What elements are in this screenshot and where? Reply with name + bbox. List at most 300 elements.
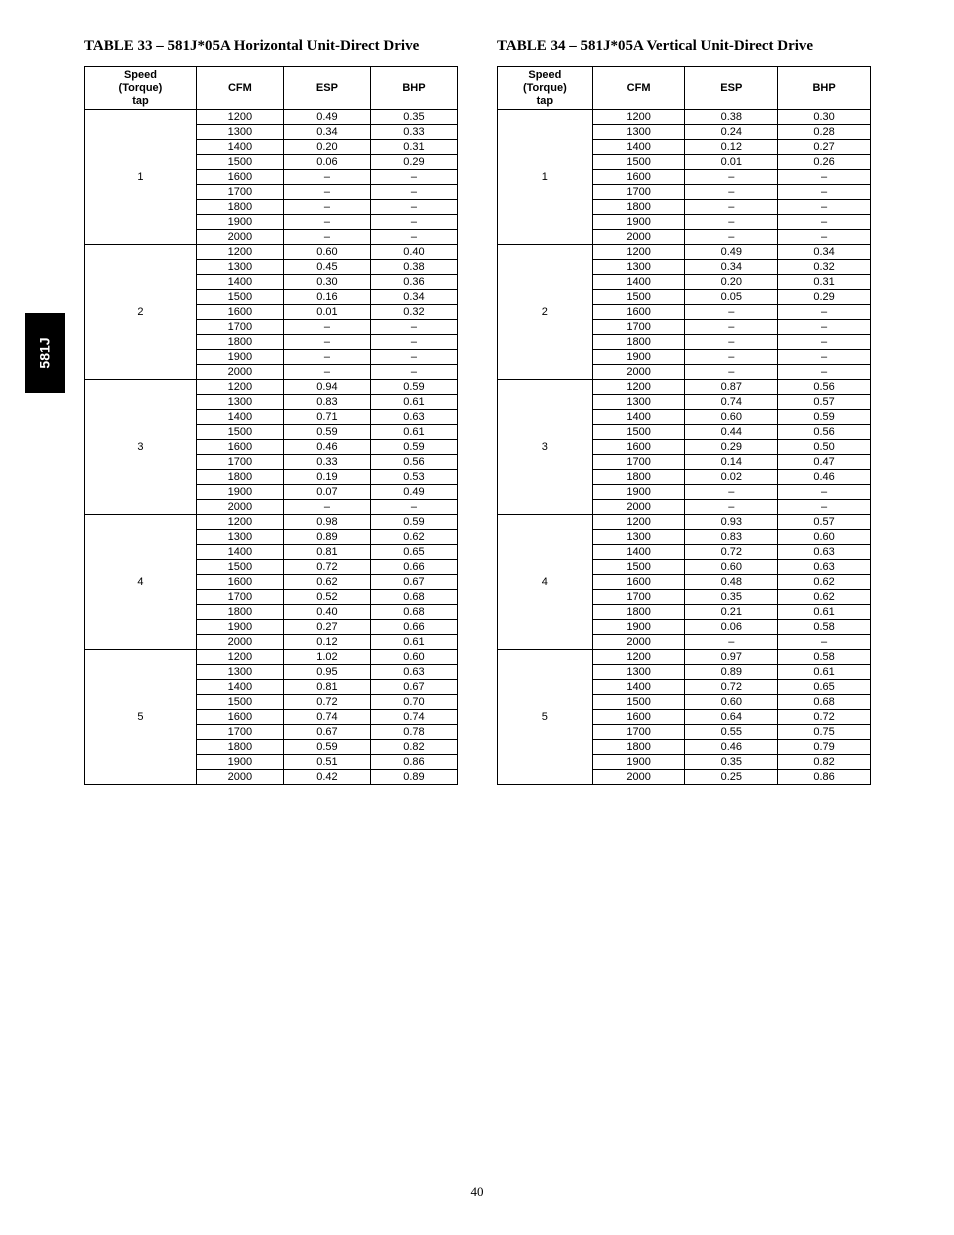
esp-cell: 0.12	[685, 140, 778, 155]
bhp-cell: 0.46	[778, 470, 871, 485]
cfm-cell: 1500	[196, 425, 283, 440]
header-speed-tap: Speed (Torque) tap	[498, 67, 593, 110]
bhp-cell: –	[370, 170, 457, 185]
bhp-cell: –	[778, 350, 871, 365]
cfm-cell: 1300	[196, 260, 283, 275]
esp-cell: –	[685, 485, 778, 500]
esp-cell: 0.60	[283, 245, 370, 260]
bhp-cell: 0.31	[370, 140, 457, 155]
bhp-cell: –	[370, 500, 457, 515]
cfm-cell: 1300	[592, 530, 685, 545]
esp-cell: 0.42	[283, 770, 370, 785]
esp-cell: 0.38	[685, 110, 778, 125]
cfm-cell: 1400	[592, 275, 685, 290]
bhp-cell: 0.62	[370, 530, 457, 545]
cfm-cell: 1200	[196, 380, 283, 395]
cfm-cell: 1900	[196, 215, 283, 230]
cfm-cell: 1800	[196, 335, 283, 350]
cfm-cell: 1900	[592, 485, 685, 500]
bhp-cell: 0.67	[370, 680, 457, 695]
cfm-cell: 1400	[196, 545, 283, 560]
esp-cell: –	[685, 200, 778, 215]
esp-cell: –	[283, 215, 370, 230]
esp-cell: 0.06	[685, 620, 778, 635]
esp-cell: 0.12	[283, 635, 370, 650]
cfm-cell: 1500	[196, 155, 283, 170]
speed-tap-cell: 5	[498, 650, 593, 785]
bhp-cell: –	[778, 365, 871, 380]
table-33-title: TABLE 33 – 581J*05A Horizontal Unit‑Direct Drive	[84, 38, 420, 54]
esp-cell: 0.97	[685, 650, 778, 665]
cfm-cell: 1700	[592, 320, 685, 335]
bhp-cell: –	[778, 170, 871, 185]
cfm-cell: 1800	[592, 335, 685, 350]
esp-cell: 0.49	[685, 245, 778, 260]
cfm-cell: 1200	[592, 515, 685, 530]
cfm-cell: 1300	[592, 260, 685, 275]
esp-cell: 0.94	[283, 380, 370, 395]
bhp-cell: –	[778, 215, 871, 230]
bhp-cell: 0.47	[778, 455, 871, 470]
esp-cell: –	[685, 170, 778, 185]
bhp-cell: –	[370, 320, 457, 335]
esp-cell: 0.60	[685, 560, 778, 575]
header-cfm: CFM	[196, 67, 283, 110]
table-34	[497, 66, 871, 785]
cfm-cell: 2000	[196, 635, 283, 650]
table-34-title: TABLE 34 – 581J*05A Vertical Unit‑Direct Drive	[497, 38, 814, 54]
bhp-cell: 0.32	[370, 305, 457, 320]
bhp-cell: –	[370, 335, 457, 350]
speed-tap-cell: 2	[85, 245, 197, 380]
bhp-cell: 0.78	[370, 725, 457, 740]
esp-cell: 0.29	[685, 440, 778, 455]
cfm-cell: 1700	[592, 725, 685, 740]
bhp-cell: –	[778, 335, 871, 350]
esp-cell: –	[685, 335, 778, 350]
page-number: 40	[470, 1184, 484, 1199]
esp-cell: 0.19	[283, 470, 370, 485]
cfm-cell: 1600	[196, 440, 283, 455]
cfm-cell: 1400	[196, 275, 283, 290]
bhp-cell: 0.38	[370, 260, 457, 275]
cfm-cell: 1700	[196, 590, 283, 605]
esp-cell: 0.52	[283, 590, 370, 605]
esp-cell: –	[685, 365, 778, 380]
bhp-cell: 0.30	[778, 110, 871, 125]
cfm-cell: 1600	[196, 170, 283, 185]
esp-cell: –	[283, 500, 370, 515]
cfm-cell: 1800	[196, 200, 283, 215]
bhp-cell: 0.82	[778, 755, 871, 770]
bhp-cell: –	[370, 365, 457, 380]
cfm-cell: 1800	[592, 740, 685, 755]
cfm-cell: 1300	[196, 395, 283, 410]
bhp-cell: 0.57	[778, 515, 871, 530]
esp-cell: 0.81	[283, 545, 370, 560]
table-header-row	[498, 67, 871, 110]
cfm-cell: 1800	[592, 200, 685, 215]
cfm-cell: 1500	[592, 290, 685, 305]
esp-cell: –	[283, 335, 370, 350]
esp-cell: 0.72	[685, 680, 778, 695]
cfm-cell: 1500	[592, 560, 685, 575]
bhp-cell: 0.34	[778, 245, 871, 260]
table-34-block	[497, 36, 871, 785]
cfm-cell: 1400	[592, 680, 685, 695]
bhp-cell: 0.56	[778, 425, 871, 440]
esp-cell: 0.74	[283, 710, 370, 725]
bhp-cell: 0.62	[778, 575, 871, 590]
section-tab	[25, 313, 65, 393]
esp-cell: –	[283, 170, 370, 185]
bhp-cell: 0.33	[370, 125, 457, 140]
table-33	[84, 66, 458, 785]
esp-cell: 0.89	[283, 530, 370, 545]
esp-cell: –	[685, 185, 778, 200]
cfm-cell: 2000	[592, 500, 685, 515]
esp-cell: –	[283, 185, 370, 200]
bhp-cell: 0.35	[370, 110, 457, 125]
bhp-cell: 0.63	[370, 665, 457, 680]
bhp-cell: 0.59	[370, 380, 457, 395]
cfm-cell: 2000	[592, 230, 685, 245]
esp-cell: 0.21	[685, 605, 778, 620]
bhp-cell: 0.50	[778, 440, 871, 455]
bhp-cell: 0.58	[778, 620, 871, 635]
cfm-cell: 1200	[592, 650, 685, 665]
esp-cell: –	[685, 305, 778, 320]
cfm-cell: 1300	[196, 530, 283, 545]
cfm-cell: 1800	[592, 470, 685, 485]
table-header-row	[85, 67, 458, 110]
bhp-cell: 0.57	[778, 395, 871, 410]
bhp-cell: 0.61	[370, 635, 457, 650]
bhp-cell: –	[370, 350, 457, 365]
esp-cell: 0.95	[283, 665, 370, 680]
esp-cell: 0.34	[685, 260, 778, 275]
cfm-cell: 1200	[592, 245, 685, 260]
esp-cell: 0.02	[685, 470, 778, 485]
bhp-cell: –	[778, 485, 871, 500]
cfm-cell: 1700	[196, 185, 283, 200]
bhp-cell: –	[778, 305, 871, 320]
esp-cell: 0.72	[283, 560, 370, 575]
cfm-cell: 1800	[196, 470, 283, 485]
bhp-cell: 0.79	[778, 740, 871, 755]
esp-cell: 0.71	[283, 410, 370, 425]
bhp-cell: 0.59	[370, 515, 457, 530]
bhp-cell: 0.56	[778, 380, 871, 395]
cfm-cell: 2000	[196, 500, 283, 515]
esp-cell: 1.02	[283, 650, 370, 665]
bhp-cell: –	[778, 635, 871, 650]
header-cfm: CFM	[592, 67, 685, 110]
speed-tap-cell: 3	[498, 380, 593, 515]
cfm-cell: 1200	[592, 380, 685, 395]
esp-cell: –	[283, 350, 370, 365]
cfm-cell: 1300	[592, 395, 685, 410]
esp-cell: 0.89	[685, 665, 778, 680]
bhp-cell: 0.89	[370, 770, 457, 785]
bhp-cell: 0.31	[778, 275, 871, 290]
bhp-cell: 0.49	[370, 485, 457, 500]
bhp-cell: 0.59	[778, 410, 871, 425]
bhp-cell: 0.68	[370, 590, 457, 605]
bhp-cell: 0.66	[370, 620, 457, 635]
esp-cell: 0.46	[283, 440, 370, 455]
esp-cell: 0.33	[283, 455, 370, 470]
speed-tap-cell: 1	[498, 110, 593, 245]
esp-cell: –	[283, 320, 370, 335]
table-33-block	[84, 36, 458, 785]
bhp-cell: –	[778, 200, 871, 215]
bhp-cell: 0.40	[370, 245, 457, 260]
cfm-cell: 1200	[592, 110, 685, 125]
esp-cell: 0.93	[685, 515, 778, 530]
bhp-cell: –	[778, 230, 871, 245]
cfm-cell: 1300	[196, 665, 283, 680]
bhp-cell: 0.63	[778, 560, 871, 575]
bhp-cell: 0.67	[370, 575, 457, 590]
bhp-cell: 0.61	[370, 395, 457, 410]
esp-cell: 0.34	[283, 125, 370, 140]
esp-cell: 0.24	[685, 125, 778, 140]
bhp-cell: 0.61	[778, 605, 871, 620]
bhp-cell: 0.66	[370, 560, 457, 575]
bhp-cell: 0.86	[778, 770, 871, 785]
speed-tap-cell: 1	[85, 110, 197, 245]
table-row	[85, 380, 458, 395]
esp-cell: 0.01	[685, 155, 778, 170]
bhp-cell: 0.82	[370, 740, 457, 755]
bhp-cell: 0.59	[370, 440, 457, 455]
bhp-cell: 0.34	[370, 290, 457, 305]
cfm-cell: 1200	[196, 245, 283, 260]
cfm-cell: 1800	[196, 605, 283, 620]
cfm-cell: 2000	[592, 365, 685, 380]
esp-cell: –	[685, 350, 778, 365]
esp-cell: 0.51	[283, 755, 370, 770]
esp-cell: 0.06	[283, 155, 370, 170]
esp-cell: 0.59	[283, 740, 370, 755]
bhp-cell: 0.29	[778, 290, 871, 305]
bhp-cell: 0.63	[778, 545, 871, 560]
bhp-cell: –	[370, 230, 457, 245]
cfm-cell: 1900	[196, 350, 283, 365]
table-row	[498, 380, 871, 395]
bhp-cell: 0.60	[370, 650, 457, 665]
cfm-cell: 1500	[196, 560, 283, 575]
bhp-cell: 0.56	[370, 455, 457, 470]
cfm-cell: 2000	[196, 230, 283, 245]
esp-cell: –	[283, 365, 370, 380]
esp-cell: 0.01	[283, 305, 370, 320]
esp-cell: 0.74	[685, 395, 778, 410]
cfm-cell: 1800	[592, 605, 685, 620]
cfm-cell: 1600	[196, 305, 283, 320]
esp-cell: 0.40	[283, 605, 370, 620]
bhp-cell: 0.65	[370, 545, 457, 560]
esp-cell: 0.60	[685, 410, 778, 425]
bhp-cell: 0.61	[778, 665, 871, 680]
cfm-cell: 1600	[592, 440, 685, 455]
esp-cell: 0.20	[685, 275, 778, 290]
esp-cell: –	[283, 200, 370, 215]
esp-cell: 0.46	[685, 740, 778, 755]
cfm-cell: 1800	[196, 740, 283, 755]
cfm-cell: 2000	[592, 770, 685, 785]
esp-cell: 0.27	[283, 620, 370, 635]
esp-cell: 0.81	[283, 680, 370, 695]
esp-cell: 0.83	[685, 530, 778, 545]
esp-cell: 0.07	[283, 485, 370, 500]
bhp-cell: 0.63	[370, 410, 457, 425]
bhp-cell: –	[778, 185, 871, 200]
cfm-cell: 2000	[592, 635, 685, 650]
header-esp: ESP	[283, 67, 370, 110]
cfm-cell: 1400	[592, 410, 685, 425]
cfm-cell: 1400	[196, 680, 283, 695]
cfm-cell: 1200	[196, 650, 283, 665]
speed-tap-cell: 5	[85, 650, 197, 785]
header-bhp: BHP	[778, 67, 871, 110]
cfm-cell: 1700	[592, 455, 685, 470]
cfm-cell: 1300	[592, 125, 685, 140]
bhp-cell: 0.27	[778, 140, 871, 155]
cfm-cell: 1700	[592, 590, 685, 605]
esp-cell: –	[283, 230, 370, 245]
header-bhp: BHP	[370, 67, 457, 110]
speed-tap-cell: 3	[85, 380, 197, 515]
esp-cell: –	[685, 635, 778, 650]
cfm-cell: 1600	[196, 710, 283, 725]
bhp-cell: 0.68	[778, 695, 871, 710]
cfm-cell: 1500	[592, 155, 685, 170]
section-tab-label: 581J	[37, 337, 53, 369]
table-row	[498, 110, 871, 125]
esp-cell: 0.35	[685, 755, 778, 770]
table-row	[498, 515, 871, 530]
bhp-cell: 0.65	[778, 680, 871, 695]
esp-cell: 0.49	[283, 110, 370, 125]
cfm-cell: 1900	[196, 755, 283, 770]
bhp-cell: –	[778, 500, 871, 515]
esp-cell: 0.64	[685, 710, 778, 725]
bhp-cell: 0.28	[778, 125, 871, 140]
cfm-cell: 1600	[592, 170, 685, 185]
esp-cell: 0.98	[283, 515, 370, 530]
table-row	[85, 245, 458, 260]
cfm-cell: 1900	[592, 350, 685, 365]
esp-cell: 0.72	[685, 545, 778, 560]
cfm-cell: 1400	[196, 410, 283, 425]
cfm-cell: 1700	[196, 455, 283, 470]
bhp-cell: 0.26	[778, 155, 871, 170]
esp-cell: 0.35	[685, 590, 778, 605]
cfm-cell: 1500	[592, 695, 685, 710]
cfm-cell: 1500	[196, 695, 283, 710]
cfm-cell: 1700	[196, 725, 283, 740]
cfm-cell: 1200	[196, 515, 283, 530]
bhp-cell: 0.86	[370, 755, 457, 770]
cfm-cell: 1500	[592, 425, 685, 440]
bhp-cell: 0.62	[778, 590, 871, 605]
esp-cell: 0.67	[283, 725, 370, 740]
table-row	[85, 650, 458, 665]
bhp-cell: 0.75	[778, 725, 871, 740]
cfm-cell: 1900	[592, 755, 685, 770]
esp-cell: 0.87	[685, 380, 778, 395]
bhp-cell: 0.32	[778, 260, 871, 275]
cfm-cell: 1900	[196, 620, 283, 635]
cfm-cell: 1500	[196, 290, 283, 305]
speed-tap-cell: 4	[85, 515, 197, 650]
bhp-cell: 0.61	[370, 425, 457, 440]
cfm-cell: 1600	[196, 575, 283, 590]
bhp-cell: –	[370, 215, 457, 230]
cfm-cell: 1300	[196, 125, 283, 140]
bhp-cell: 0.53	[370, 470, 457, 485]
table-row	[85, 515, 458, 530]
cfm-cell: 1400	[592, 140, 685, 155]
speed-tap-cell: 2	[498, 245, 593, 380]
esp-cell: 0.62	[283, 575, 370, 590]
esp-cell: 0.14	[685, 455, 778, 470]
cfm-cell: 1300	[592, 665, 685, 680]
bhp-cell: –	[778, 320, 871, 335]
cfm-cell: 1600	[592, 305, 685, 320]
bhp-cell: 0.58	[778, 650, 871, 665]
esp-cell: 0.48	[685, 575, 778, 590]
bhp-cell: 0.74	[370, 710, 457, 725]
cfm-cell: 1900	[592, 620, 685, 635]
cfm-cell: 1600	[592, 575, 685, 590]
header-esp: ESP	[685, 67, 778, 110]
esp-cell: –	[685, 230, 778, 245]
esp-cell: 0.45	[283, 260, 370, 275]
cfm-cell: 2000	[196, 365, 283, 380]
esp-cell: 0.16	[283, 290, 370, 305]
bhp-cell: 0.72	[778, 710, 871, 725]
table-row	[85, 110, 458, 125]
speed-tap-cell: 4	[498, 515, 593, 650]
esp-cell: 0.60	[685, 695, 778, 710]
table-row	[498, 650, 871, 665]
bhp-cell: –	[370, 185, 457, 200]
cfm-cell: 1600	[592, 710, 685, 725]
bhp-cell: 0.70	[370, 695, 457, 710]
cfm-cell: 1200	[196, 110, 283, 125]
bhp-cell: 0.36	[370, 275, 457, 290]
esp-cell: 0.44	[685, 425, 778, 440]
bhp-cell: –	[370, 200, 457, 215]
esp-cell: –	[685, 215, 778, 230]
cfm-cell: 1400	[592, 545, 685, 560]
esp-cell: 0.72	[283, 695, 370, 710]
esp-cell: –	[685, 320, 778, 335]
esp-cell: 0.20	[283, 140, 370, 155]
cfm-cell: 1900	[592, 215, 685, 230]
table-row	[498, 245, 871, 260]
header-speed-tap: Speed (Torque) tap	[85, 67, 197, 110]
cfm-cell: 1900	[196, 485, 283, 500]
esp-cell: 0.30	[283, 275, 370, 290]
esp-cell: 0.59	[283, 425, 370, 440]
esp-cell: 0.05	[685, 290, 778, 305]
bhp-cell: 0.60	[778, 530, 871, 545]
cfm-cell: 1700	[592, 185, 685, 200]
